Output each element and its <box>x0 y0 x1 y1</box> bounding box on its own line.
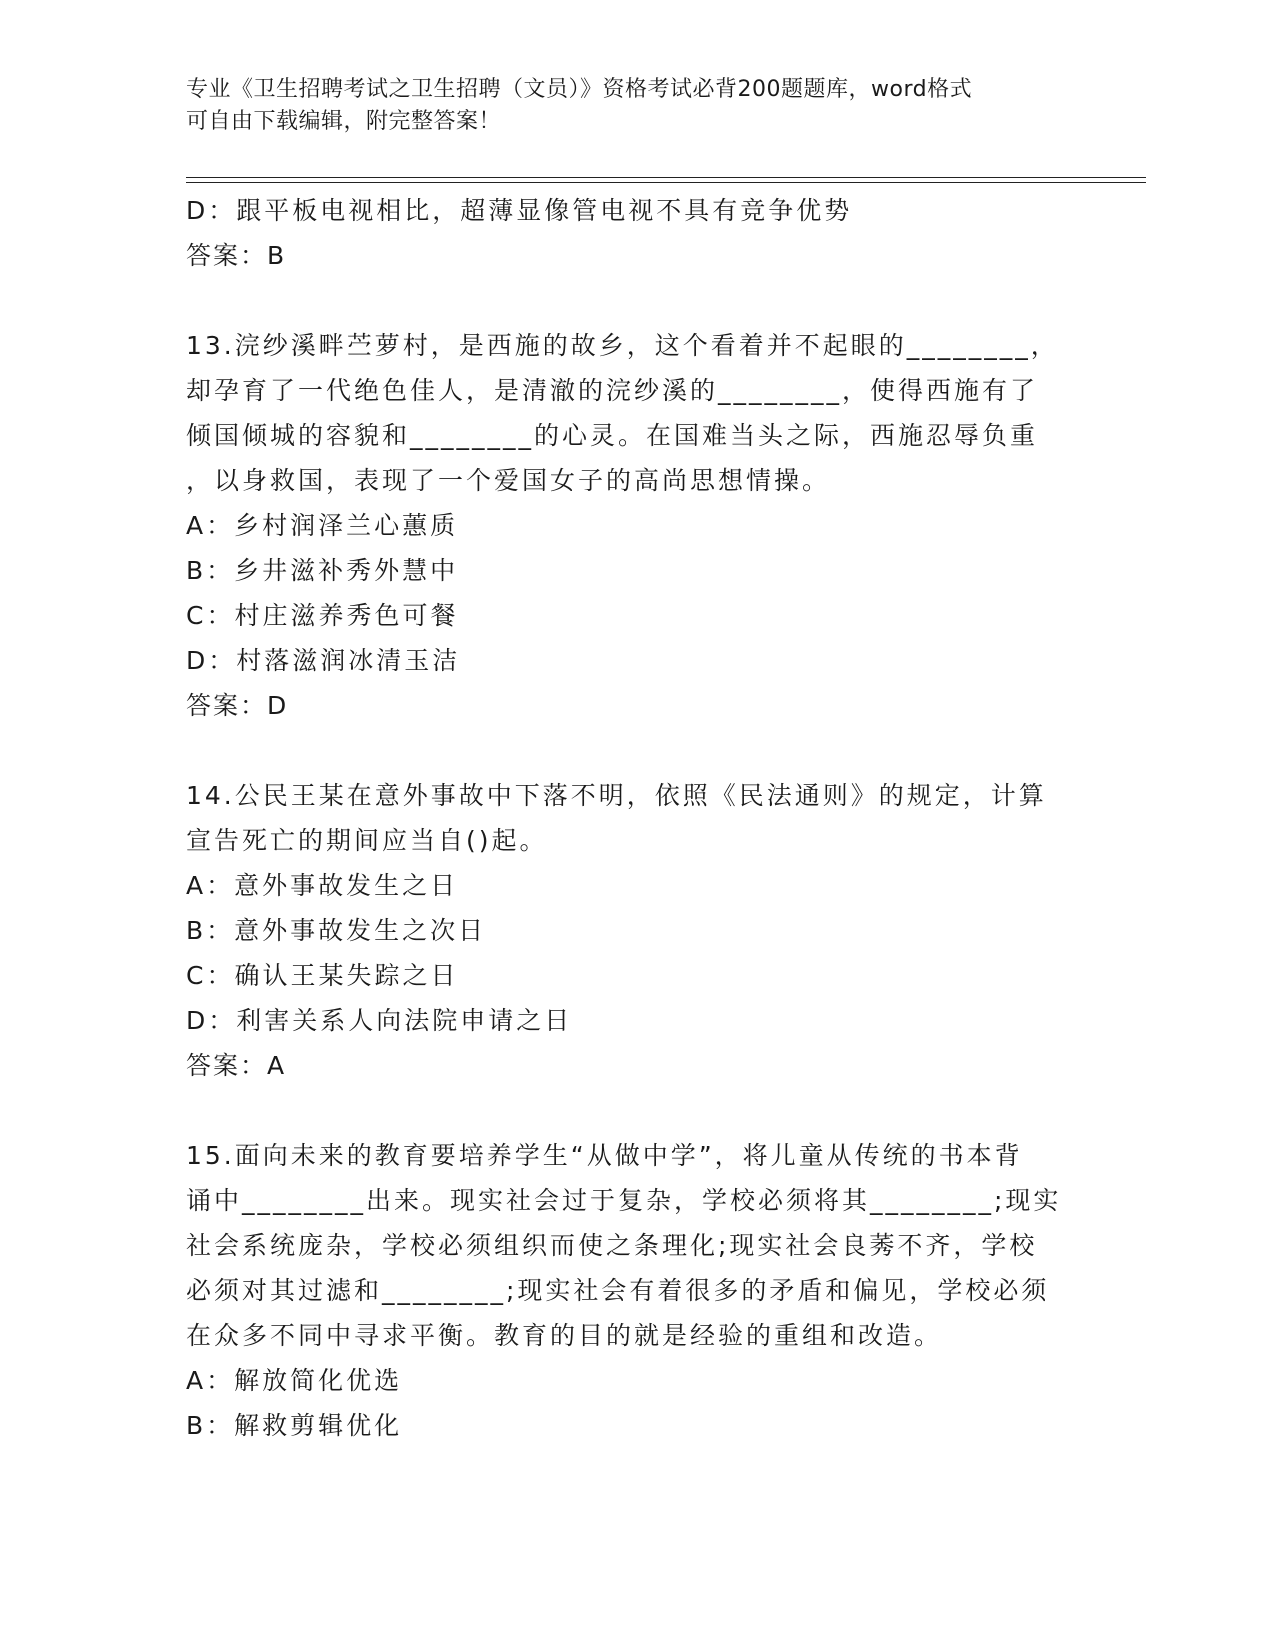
question-15 <box>186 1133 1066 1448</box>
spacer <box>186 1088 1066 1133</box>
page-header <box>186 74 1066 138</box>
option-a: A：解放简化优选 <box>186 1366 403 1395</box>
spacer <box>186 278 1066 323</box>
question-stem-line: 在众多不同中寻求平衡。教育的目的就是经验的重组和改造。 <box>186 1321 943 1350</box>
option-d: D：跟平板电视相比，超薄显像管电视不具有竞争优势 <box>186 196 853 225</box>
answer-line: 答案：B <box>186 241 287 270</box>
question-stem-line: 13.浣纱溪畔苎萝村，是西施的故乡，这个看着并不起眼的________， <box>186 331 1059 360</box>
option-d: D：利害关系人向法院申请之日 <box>186 1006 573 1035</box>
question-stem-line: 诵中________出来。现实社会过于复杂，学校必须将其________;现实 <box>186 1186 1062 1215</box>
option-a: A：乡村润泽兰心蕙质 <box>186 511 459 540</box>
question-stem-line: 社会系统庞杂，学校必须组织而使之条理化;现实社会良莠不齐，学校 <box>186 1231 1038 1260</box>
option-b: B：乡井滋补秀外慧中 <box>186 556 459 585</box>
option-d: D：村落滋润冰清玉洁 <box>186 646 461 675</box>
header-line-2: 可自由下载编辑，附完整答案！ <box>186 109 502 134</box>
question-stem-line: 却孕育了一代绝色佳人，是清澈的浣纱溪的________，使得西施有了 <box>186 376 1039 405</box>
document-body <box>186 188 1066 1448</box>
spacer <box>186 728 1066 773</box>
option-c: C：确认王某失踪之日 <box>186 961 459 990</box>
question-stem-line: 15.面向未来的教育要培养学生“从做中学”，将儿童从传统的书本背 <box>186 1141 1023 1170</box>
question-stem-line: ，以身救国，表现了一个爱国女子的高尚思想情操。 <box>186 466 831 495</box>
header-divider-top <box>186 177 1146 178</box>
answer-line: 答案：D <box>186 691 289 720</box>
question-stem-line: 宣告死亡的期间应当自()起。 <box>186 826 548 855</box>
option-a: A：意外事故发生之日 <box>186 871 459 900</box>
answer-line: 答案：A <box>186 1051 287 1080</box>
previous-question-tail <box>186 188 1066 278</box>
option-c: C：村庄滋养秀色可餐 <box>186 601 459 630</box>
question-stem-line: 必须对其过滤和________;现实社会有着很多的矛盾和偏见，学校必须 <box>186 1276 1050 1305</box>
header-divider-bottom <box>186 182 1146 183</box>
question-stem-line: 14.公民王某在意外事故中下落不明，依照《民法通则》的规定，计算 <box>186 781 1047 810</box>
question-13 <box>186 323 1066 728</box>
option-b: B：解救剪辑优化 <box>186 1411 403 1440</box>
question-14 <box>186 773 1066 1088</box>
option-b: B：意外事故发生之次日 <box>186 916 487 945</box>
header-line-1: 专业《卫生招聘考试之卫生招聘（文员）》资格考试必背200题题库，word格式 <box>186 77 973 102</box>
question-stem-line: 倾国倾城的容貌和________的心灵。在国难当头之际，西施忍辱负重 <box>186 421 1039 450</box>
